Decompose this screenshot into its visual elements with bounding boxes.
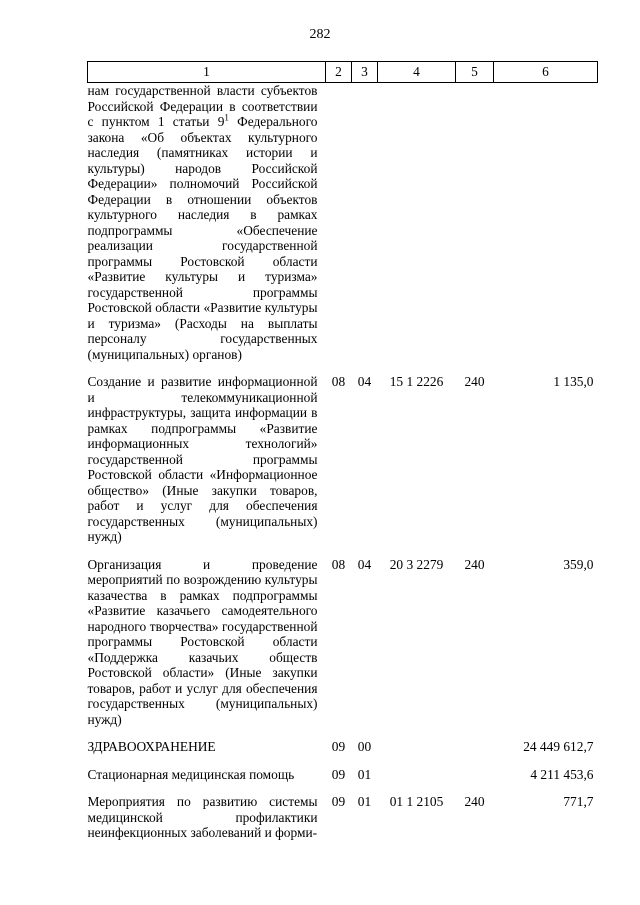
subsection-code: 00 bbox=[357, 739, 372, 754]
section-code: 09 bbox=[331, 766, 346, 782]
target-article-code: 01 1 2105 bbox=[389, 794, 444, 809]
section-code: 09 bbox=[331, 794, 346, 809]
column-header-4: 4 bbox=[378, 62, 456, 83]
expense-type-code bbox=[456, 767, 494, 783]
expense-type-code: 240 bbox=[464, 794, 485, 809]
subsection-code: 01 bbox=[357, 766, 372, 782]
row-description: Стационарная медицинская помощь bbox=[87, 766, 295, 782]
footnote-superscript: 1 bbox=[224, 112, 229, 123]
column-header-3: 3 bbox=[352, 62, 378, 83]
amount: 4 211 453,6 bbox=[530, 766, 594, 782]
budget-table bbox=[87, 61, 598, 841]
amount: 359,0 bbox=[563, 556, 594, 572]
table-row bbox=[88, 83, 598, 363]
subsection-code bbox=[352, 83, 378, 363]
row-description: Организация и проведение мероприятий по возрождению культуры казачества в рамках подпрограммы «Развитие казачьего самодеятельного народного творчества» государственной программы Ростовской области «Поддержка казачьих обществ Ростовской области» (Иные закупки товаров, работ и услуг для обеспечения государственных (муниципальных) нужд) bbox=[87, 556, 318, 727]
subsection-code: 01 bbox=[357, 794, 372, 809]
subsection-code: 04 bbox=[357, 556, 372, 572]
target-article-code bbox=[378, 767, 456, 783]
row-description: ЗДРАВООХРАНЕНИЕ bbox=[87, 739, 216, 754]
row-description: Создание и развитие информационной и телекоммуникационной инфраструктуры, защита информации в рамках подпрограммы «Развитие информационных технологий» государственной программы Ростовской области «Информационное общество» (Иные закупки товаров, работ и услуг для обеспечения государственных (муниципальных) нужд) bbox=[87, 374, 318, 544]
expense-type-code: 240 bbox=[464, 374, 485, 389]
target-article-code: 15 1 2226 bbox=[389, 374, 444, 389]
table-row bbox=[88, 739, 598, 755]
column-header-6: 6 bbox=[494, 62, 598, 83]
amount: 771,7 bbox=[563, 794, 594, 809]
target-article-code bbox=[378, 83, 456, 363]
target-article-code: 20 3 2279 bbox=[389, 556, 444, 572]
section-code: 08 bbox=[331, 374, 346, 389]
section-code: 08 bbox=[331, 556, 346, 572]
amount: 24 449 612,7 bbox=[523, 739, 594, 754]
table-row bbox=[88, 374, 598, 545]
row-description-continuation: Федерального закона «Об объектах культурного наследия (памятниках истории и культуры) народов Российской Федерации» полномочий Российской Федерации в отношении объектов культурного наследия в рамках подпрограммы «Обеспечение реализации государственной программы Ростовской области «Развитие культуры и туризма» государственной программы Ростовской области «Развитие культуры и туризма» (Расходы на выплаты персоналу государственных (муниципальных) органов) bbox=[87, 114, 318, 362]
table-row bbox=[88, 557, 598, 728]
subsection-code: 04 bbox=[357, 374, 372, 389]
expense-type-code bbox=[456, 83, 494, 363]
column-header-5: 5 bbox=[456, 62, 494, 83]
table-header-row bbox=[88, 62, 598, 83]
section-code: 09 bbox=[331, 739, 346, 754]
amount: 1 135,0 bbox=[553, 374, 594, 389]
row-description-text: нам государственной власти субъектов Российской Федерации в соответствии с пунктом 1 статьи 9 bbox=[87, 83, 318, 129]
section-code bbox=[326, 83, 352, 363]
amount bbox=[494, 83, 598, 363]
column-header-1: 1 bbox=[88, 62, 326, 83]
expense-type-code: 240 bbox=[464, 556, 485, 572]
expense-type-code bbox=[456, 739, 494, 755]
row-description: Мероприятия по развитию системы медицинской профилактики неинфекционных заболеваний и форми- bbox=[87, 794, 318, 840]
row-description bbox=[88, 83, 326, 363]
table-row bbox=[88, 794, 598, 841]
table-row bbox=[88, 767, 598, 783]
page-number: 282 bbox=[309, 27, 331, 42]
target-article-code bbox=[378, 739, 456, 755]
column-header-2: 2 bbox=[326, 62, 352, 83]
